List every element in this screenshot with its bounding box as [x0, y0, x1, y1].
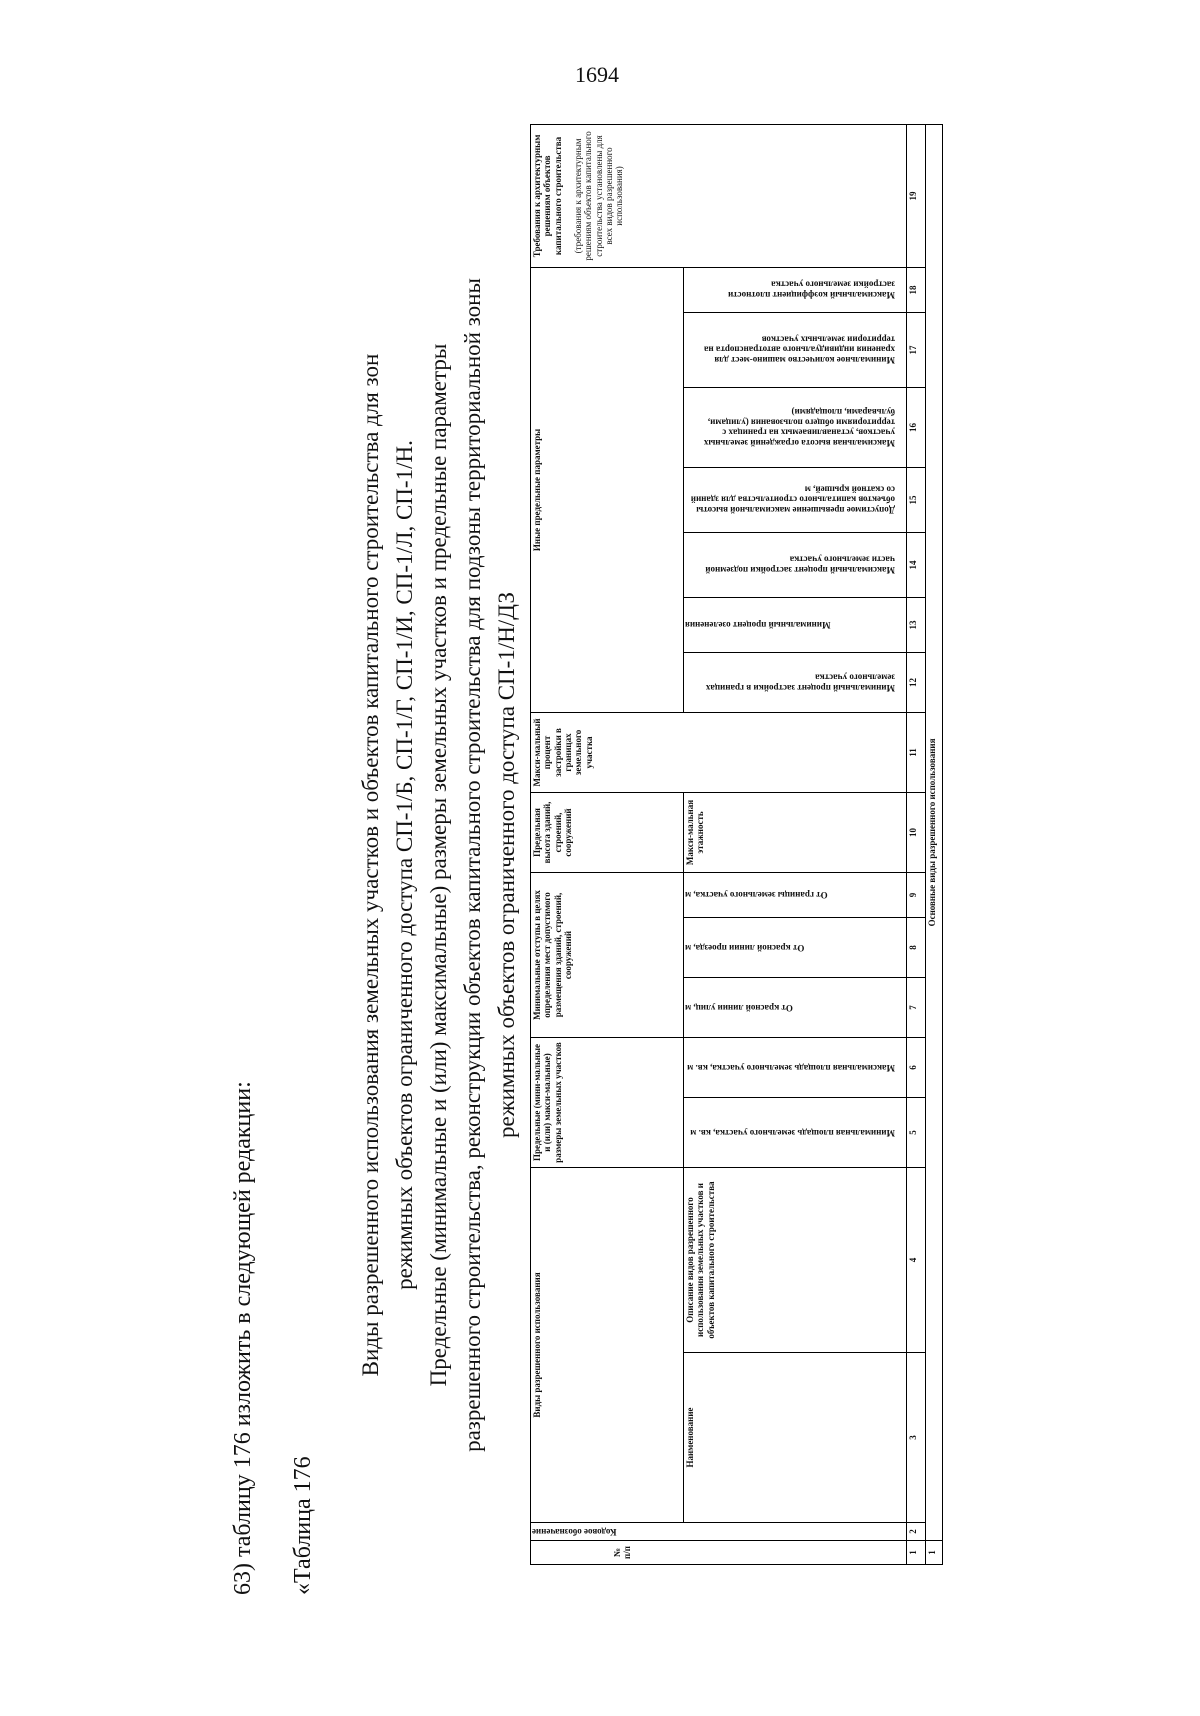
section-label: Основные виды разрешенного использования — [926, 124, 943, 1540]
header-height-excess: Допустимое превышение максимальной высоты объектов капитального строительства для зданий со скатной крышей, м — [684, 467, 907, 532]
header-max-area: Максимальная площадь земельного участка, кв. м — [684, 1038, 907, 1098]
header-setback-drive: От красной линии проезда, м — [684, 918, 907, 978]
header-coverage-group: Макси-мальный процент застройки в границах земельного участка — [531, 712, 907, 792]
header-code: Кодовое обозначение — [531, 1523, 907, 1541]
table-heading-line-1: Виды разрешенного использования земельных участков и объектов капитального строительства для зон — [358, 353, 383, 1377]
header-setbacks-group: Минимальные отступы в целях определения мест допустимого размещения зданий, строений, сооружений — [531, 872, 684, 1037]
section-row — [926, 124, 943, 1564]
table-heading-line-5: режимных объектов ограниченного доступа СП-1/Н/ДЗ — [494, 592, 519, 1138]
header-setback-border: От границы земельного участка, м — [684, 872, 907, 917]
header-parking: Минимальное количество машино-мест для хранения индивидуального автотранспорта на территории земельных участков — [684, 312, 907, 387]
header-min-area: Минимальная площадь земельного участка, кв. м — [684, 1098, 907, 1168]
header-description: Описание видов разрешенного использования земельных участков и объектов капитального строительства — [684, 1168, 907, 1353]
header-underground: Максимальный процент застройки подземной части земельного участка — [684, 532, 907, 597]
table-label: «Таблица 176 — [290, 1456, 316, 1595]
header-setback-street: От красной линии улиц, м — [684, 978, 907, 1038]
header-density: Максимальный коэффициент плотности застройки земельного участка — [684, 267, 907, 312]
header-min-coverage: Минимальный процент застройки в границах земельного участка — [684, 652, 907, 712]
section-number: 1 — [926, 1541, 943, 1565]
table-heading-line-3: Предельные (минимальные и (или) максимальные) размеры земельных участков и предельные параметры — [426, 343, 451, 1387]
table-heading-line-2: режимных объектов ограниченного доступа СП-1/Б, СП-1/Г, СП-1/И, СП-1/Л, СП-1/Н. — [392, 440, 417, 1290]
header-fence: Максимальная высота ограждений земельных участков, устанавливаемых на границах с территориями общего пользования (улицами, бульварами, площадями) — [684, 387, 907, 467]
table-heading-line-4: разрешенного строительства, реконструкции объектов капитального строительства для подзоны территориальной зоны — [460, 278, 485, 1452]
page-number: 1694 — [575, 62, 619, 87]
regulations-table — [530, 124, 943, 1565]
header-vri-group: Виды разрешенного использования — [531, 1168, 684, 1523]
header-height-group: Предельная высота зданий, строений, сооружений — [531, 792, 684, 872]
header-no: № п/п — [531, 1541, 907, 1565]
column-numbers-row: 1 2 3 4 5 6 7 8 9 10 11 12 13 14 15 16 17 18 19 — [907, 124, 926, 1564]
header-sizes-group: Предельные (мини-мальные и (или) макси-мальные) размеры земельных участков — [531, 1038, 684, 1168]
rotated-page-content — [230, 131, 1030, 1595]
header-max-floors: Макси-мальная этажность — [684, 792, 907, 872]
header-other-params-group: Иные предельные параметры — [531, 267, 684, 712]
header-green: Минимальный процент озеленения — [684, 597, 907, 652]
header-name: Наименование — [684, 1353, 907, 1523]
intro-text: 63) таблицу 176 изложить в следующей редакции: — [230, 1081, 256, 1595]
header-arch-requirements: Требования к архитектурным решениям объектов капитального строительства (требования к архитектурным решениям объектов капитального строительства установлены для всех видов разрешенного использования) — [531, 124, 907, 267]
